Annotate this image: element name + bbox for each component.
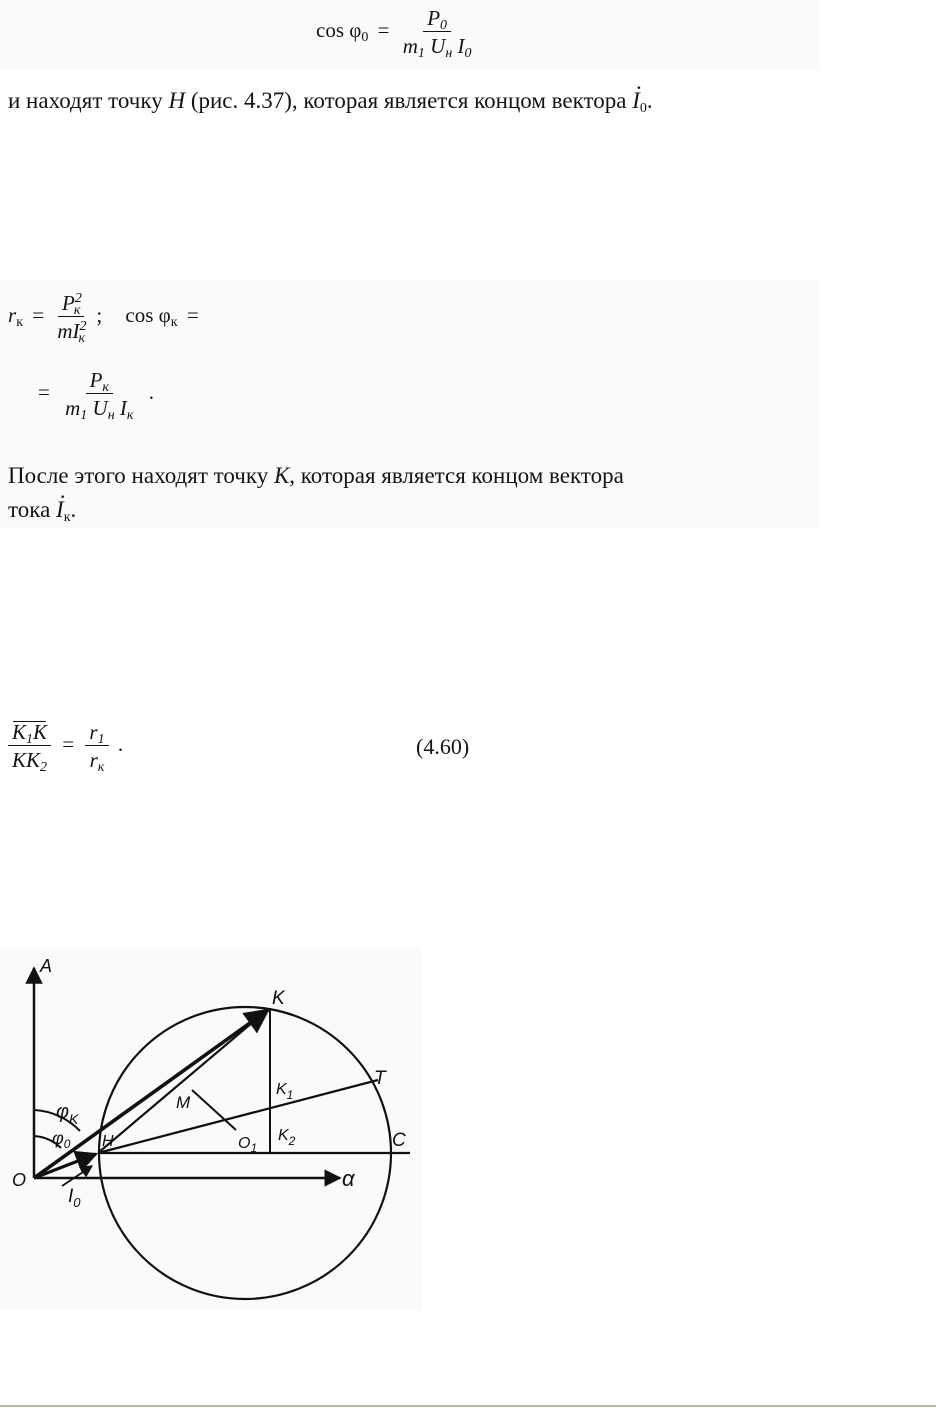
fraction-denominator — [8, 746, 51, 776]
label-k1-letter: K — [276, 1081, 287, 1098]
equals-sign: = — [62, 731, 75, 756]
formula-4-60 — [8, 720, 124, 776]
fraction — [399, 6, 476, 62]
i0-pointer — [62, 1166, 92, 1186]
point-k-label: K — [273, 463, 290, 488]
vector-ik: · I — [56, 497, 64, 523]
label-phi-k — [56, 1101, 79, 1127]
subscript-k: к — [97, 760, 105, 776]
fraction-k1k-kk2 — [8, 720, 51, 776]
period: . — [646, 88, 653, 113]
subscript-0: 0 — [464, 46, 472, 62]
symbol-K: K — [12, 748, 27, 773]
fraction-r1-rk — [85, 720, 108, 776]
segment-k1k — [12, 720, 48, 747]
period: . — [70, 497, 77, 522]
text-segment: , которая является концом вектора — [289, 463, 624, 488]
symbol-m: m — [65, 396, 81, 421]
paragraph-point-k-line2 — [8, 497, 76, 523]
label-phi-0 — [52, 1128, 71, 1151]
symbol-mI: mI — [57, 319, 80, 344]
subscript-n: н — [107, 408, 115, 424]
semicolon: ; — [96, 302, 103, 327]
equals-sign: = — [186, 302, 199, 327]
subscript-k: к — [78, 331, 86, 347]
subscript-n: н — [445, 46, 453, 62]
symbol-U: U — [430, 34, 446, 59]
fraction-numerator — [423, 6, 451, 32]
label-phi-k-subscript: K — [69, 1111, 79, 1127]
label-a: A — [40, 956, 53, 976]
fraction-denominator — [86, 746, 109, 776]
subscript-1: 1 — [417, 46, 425, 62]
subscript-2: 2 — [40, 760, 48, 776]
label-c: C — [392, 1130, 406, 1151]
text-segment: После этого находят точку — [8, 463, 274, 488]
text-segment: (рис. 4.37), которая является концом вектора — [185, 88, 633, 113]
formula-cos-phik — [38, 368, 154, 424]
label-k2-subscript: 2 — [288, 1134, 296, 1148]
symbol-K: K — [26, 748, 41, 773]
label-h: H — [102, 1133, 114, 1150]
symbol-r: r — [89, 720, 98, 744]
label-k1-subscript: 1 — [286, 1088, 294, 1102]
symbol-P: P — [62, 291, 75, 315]
label-k2 — [278, 1127, 296, 1148]
line-m-o1 — [192, 1090, 236, 1130]
fraction — [53, 291, 89, 347]
subscript-k: к — [16, 314, 23, 330]
label-t: T — [374, 1068, 386, 1089]
fraction-numerator — [8, 720, 51, 746]
label-alpha: α — [342, 1166, 355, 1191]
subscript-1: 1 — [97, 732, 105, 747]
page-bottom-divider — [0, 1405, 936, 1407]
fraction-denominator — [61, 394, 137, 424]
period: . — [148, 379, 154, 404]
label-k: K — [272, 988, 285, 1009]
symbol-I: I — [119, 396, 127, 421]
symbol-r: r — [8, 302, 17, 327]
label-o1-letter: O — [238, 1135, 251, 1152]
label-k2-letter: K — [278, 1127, 289, 1144]
period: . — [117, 731, 124, 756]
superscript-2: 2 — [79, 319, 87, 335]
vector-i0: · I — [632, 88, 640, 114]
subscript-k: к — [73, 303, 81, 318]
label-i0 — [68, 1186, 81, 1210]
subscript-1: 1 — [26, 732, 34, 747]
equals-sign: = — [32, 302, 45, 327]
fraction-numerator — [85, 720, 108, 746]
superscript-2: 2 — [74, 291, 82, 306]
subscript-k: к — [170, 314, 178, 330]
label-phi0-letter: φ — [52, 1128, 64, 1148]
label-k1 — [276, 1081, 293, 1102]
phi-subscript: 0 — [361, 29, 369, 45]
fraction — [61, 368, 137, 424]
symbol-U: U — [92, 396, 108, 421]
symbol-K: K — [33, 720, 48, 744]
label-phi-k-letter: φ — [56, 1101, 70, 1123]
equation-number: (4.60) — [416, 734, 470, 759]
vector-subscript: к — [63, 510, 71, 525]
symbol-r: r — [89, 748, 98, 773]
symbol-K: K — [12, 720, 27, 744]
subscript-k: к — [126, 408, 134, 424]
cos-phi-symbol: cos φ — [316, 17, 362, 42]
subscript-1: 1 — [80, 408, 88, 424]
symbol-m: m — [402, 34, 418, 59]
equals-sign: = — [377, 17, 390, 42]
paragraph-point-k-line1 — [8, 463, 624, 489]
text-segment: и находят точку — [8, 88, 169, 113]
vector-subscript: 0 — [639, 101, 647, 116]
formula-cos-phi0 — [316, 6, 476, 62]
label-o1-subscript: 1 — [250, 1141, 258, 1155]
point-h-label: H — [168, 88, 186, 113]
fraction-numerator — [58, 291, 84, 317]
equals-sign: = — [38, 379, 50, 404]
symbol-I: I — [457, 34, 465, 59]
label-i0-subscript: 0 — [73, 1195, 81, 1210]
formula-rk — [8, 291, 199, 347]
text-segment: тока — [8, 497, 57, 522]
circle-diagram — [0, 948, 422, 1310]
symbol-P: P — [89, 368, 103, 392]
label-i0-letter: I — [68, 1186, 74, 1207]
fraction-denominator — [53, 317, 89, 347]
fraction-numerator — [86, 368, 113, 394]
fraction-denominator — [399, 32, 476, 62]
label-phi0-subscript: 0 — [63, 1137, 71, 1151]
paragraph-point-h — [8, 88, 653, 114]
subscript-0: 0 — [440, 18, 448, 33]
symbol-P: P — [427, 6, 441, 30]
label-m: M — [176, 1093, 191, 1112]
label-o: O — [12, 1170, 27, 1190]
cos-phi-symbol: cos φ — [125, 302, 171, 327]
subscript-k: к — [102, 380, 109, 395]
